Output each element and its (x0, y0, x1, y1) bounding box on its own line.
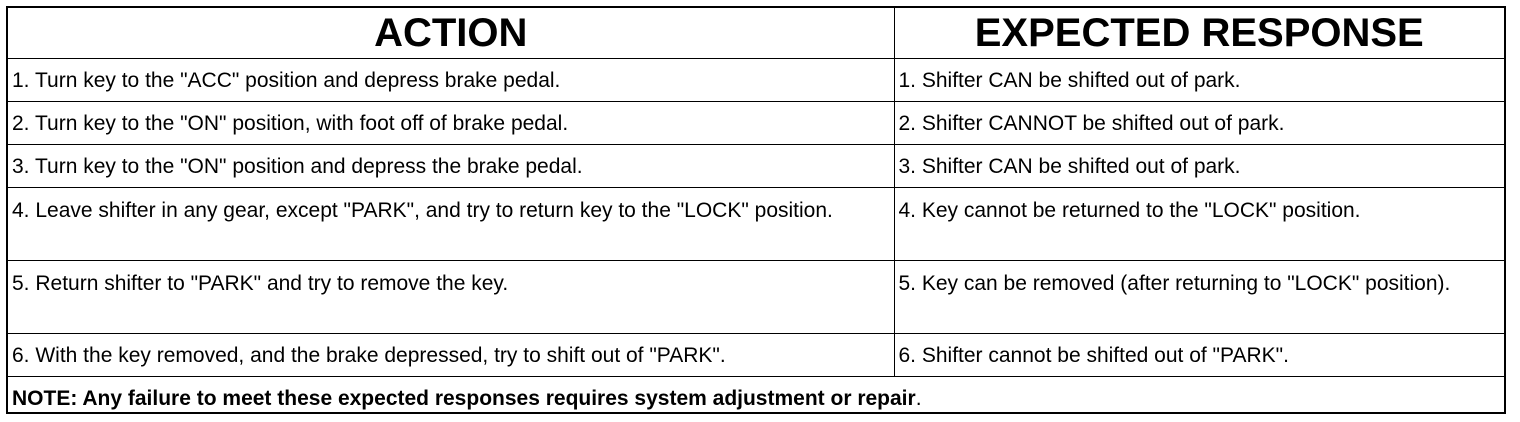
table-row (8, 145, 1504, 188)
action-cell: 2. Turn key to the "ON" position, with foot off of brake pedal. (8, 102, 894, 145)
procedure-table-frame (6, 6, 1506, 414)
response-cell: 4. Key cannot be returned to the "LOCK" position. (894, 188, 1504, 261)
action-cell: 3. Turn key to the "ON" position and depress the brake pedal. (8, 145, 894, 188)
action-cell: 4. Leave shifter in any gear, except "PARK", and try to return key to the "LOCK" position. (8, 188, 894, 261)
table-row (8, 102, 1504, 145)
note-period: . (915, 386, 922, 410)
response-cell: 1. Shifter CAN be shifted out of park. (894, 59, 1504, 102)
action-cell: 1. Turn key to the "ACC" position and depress brake pedal. (8, 59, 894, 102)
response-cell: 5. Key can be removed (after returning to "LOCK" position). (894, 261, 1504, 334)
table-row (8, 334, 1504, 377)
table-row (8, 59, 1504, 102)
action-column-header: ACTION (8, 8, 894, 59)
response-cell: 6. Shifter cannot be shifted out of "PARK". (894, 334, 1504, 377)
response-cell: 2. Shifter CANNOT be shifted out of park. (894, 102, 1504, 145)
response-cell: 3. Shifter CAN be shifted out of park. (894, 145, 1504, 188)
note-cell (8, 377, 1504, 420)
note-text: NOTE: Any failure to meet these expected responses requires system adjustment or repair (12, 386, 916, 410)
action-cell: 5. Return shifter to "PARK" and try to remove the key. (8, 261, 894, 334)
action-cell: 6. With the key removed, and the brake depressed, try to shift out of "PARK". (8, 334, 894, 377)
table-header-row (8, 8, 1504, 59)
table-row (8, 261, 1504, 334)
procedure-table (8, 8, 1504, 419)
table-row (8, 188, 1504, 261)
expected-response-column-header: EXPECTED RESPONSE (894, 8, 1504, 59)
note-row (8, 377, 1504, 420)
